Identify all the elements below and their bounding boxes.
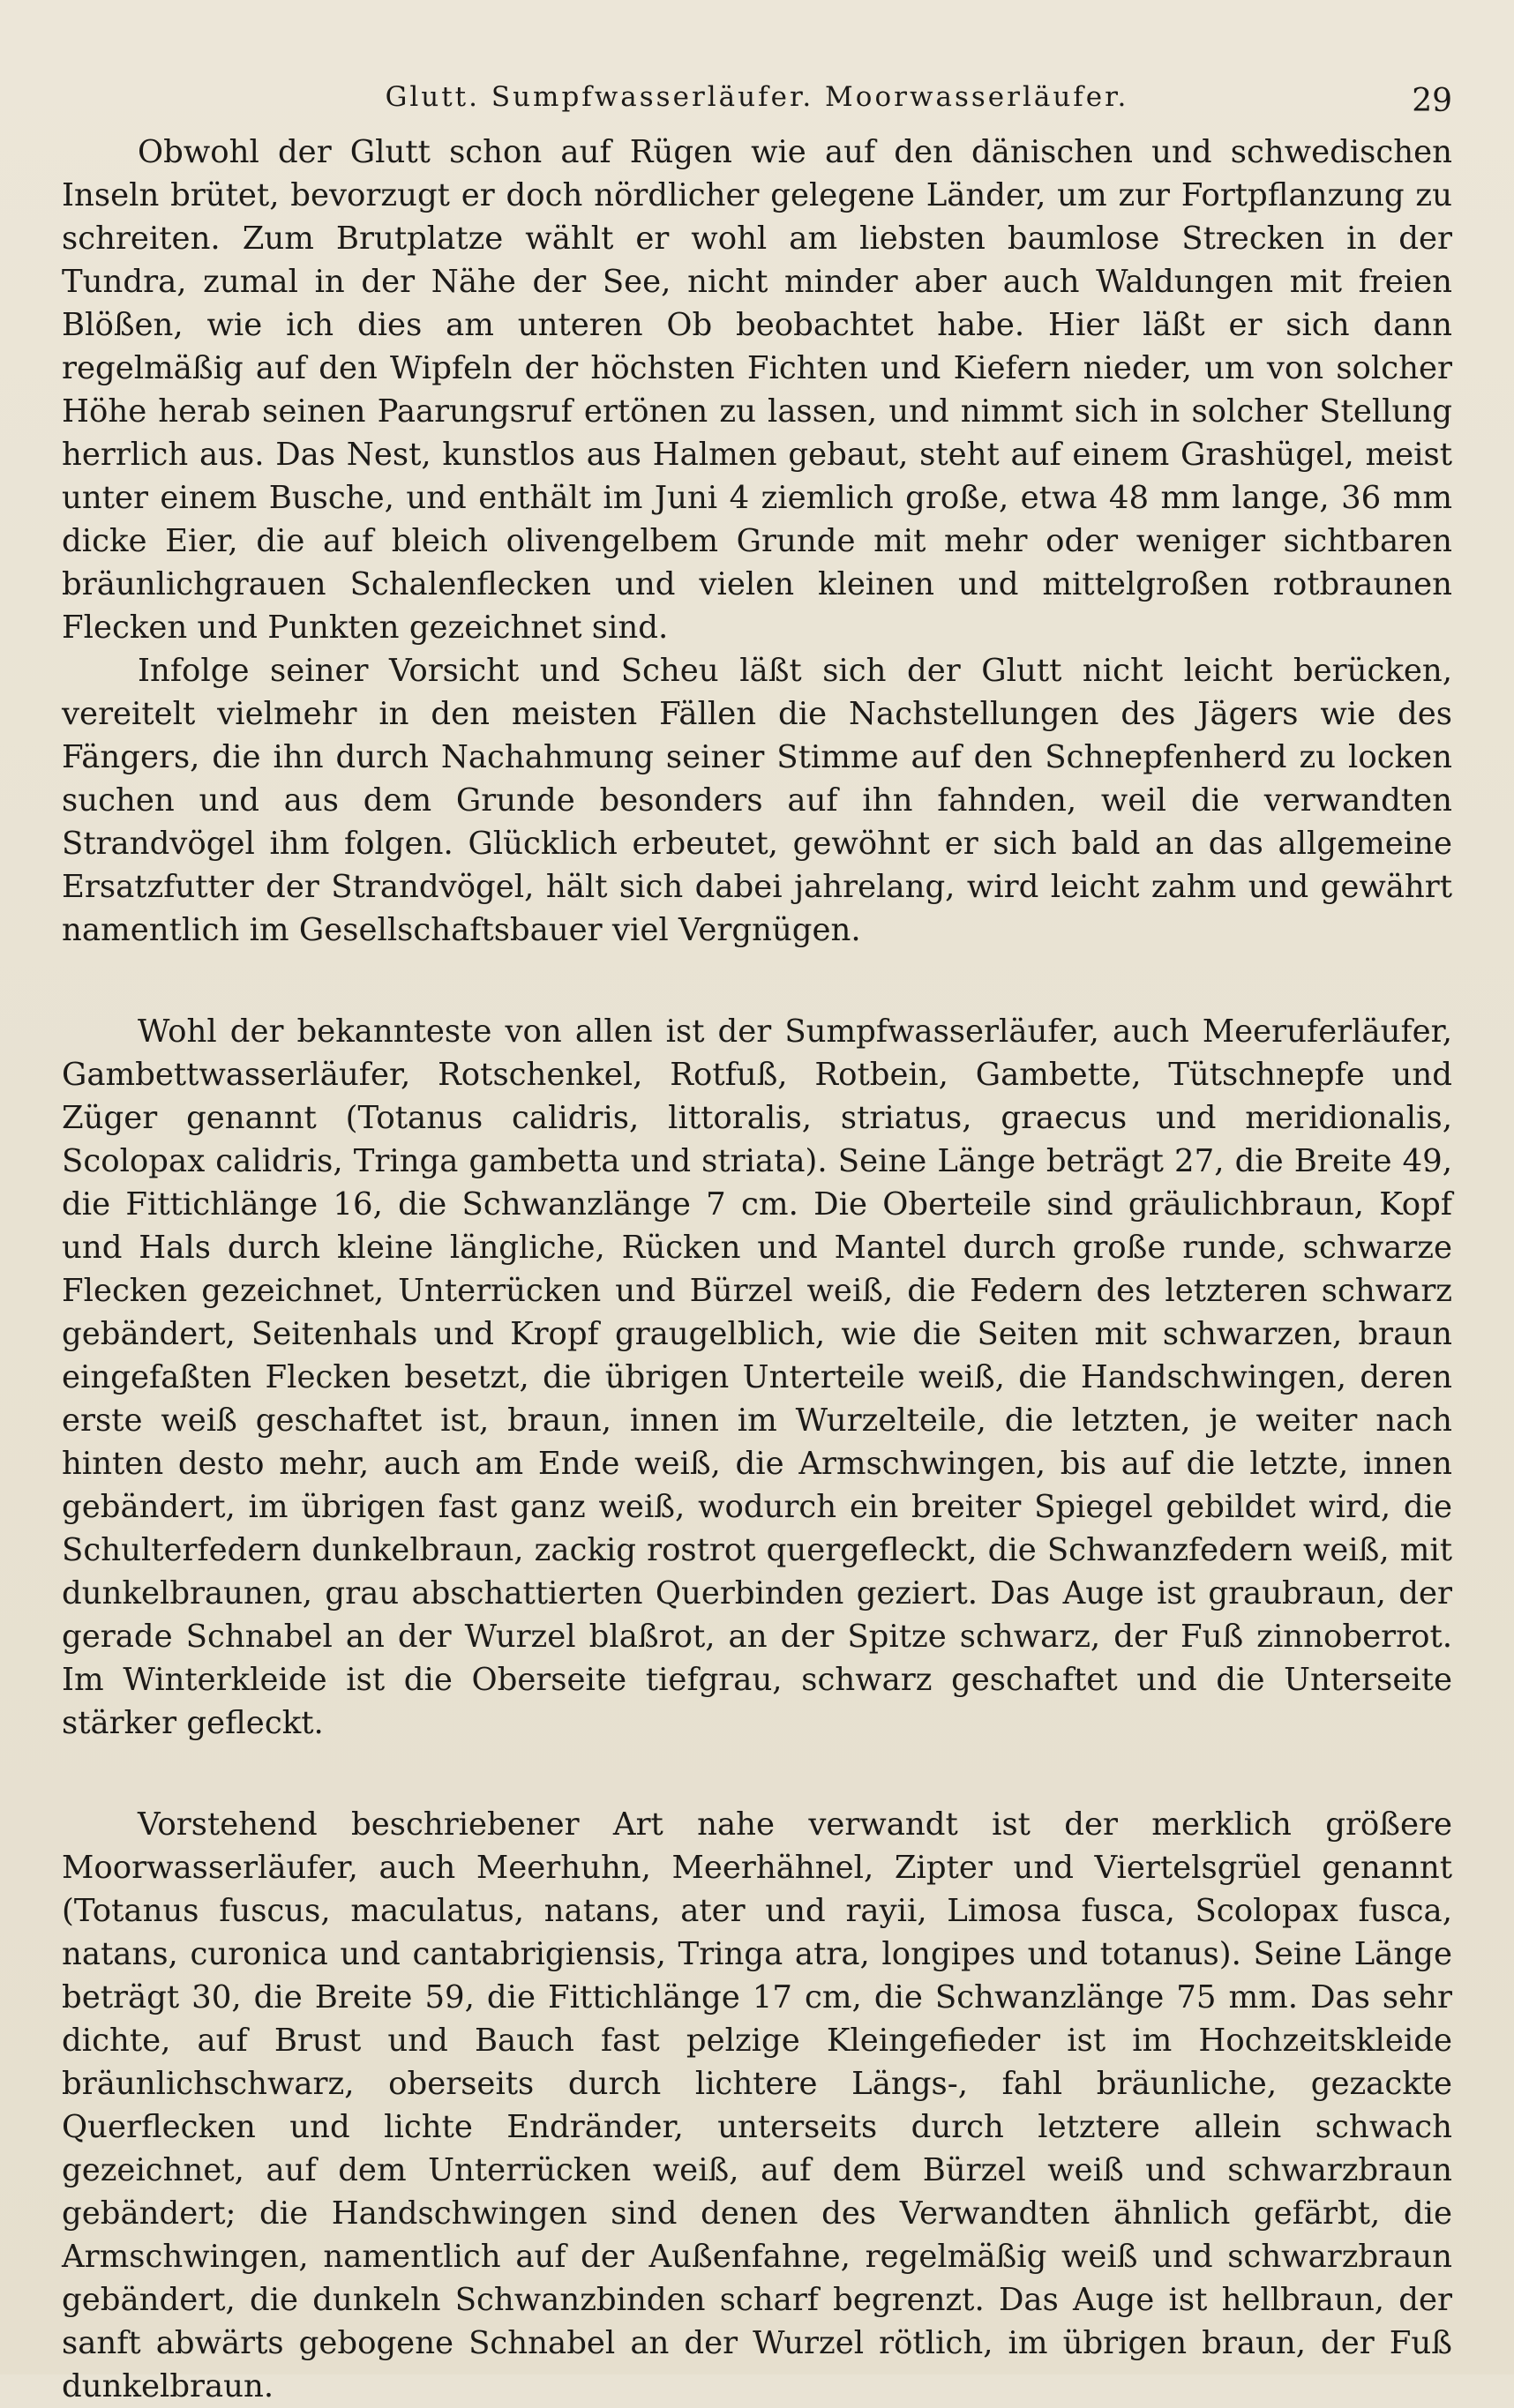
paragraph-moorwasserlaeufer: Vorstehend beschriebener Art nahe verwandt ist der merklich größere Moorwasserläufer, auch Meerhuhn, Meerhähnel, Zipter und Viertelsgrüel genannt (Totanus fuscus, maculatus, natans, ater und rayii, Limosa fusca, Scolopax fusca, natans, curonica und cantabrigiensis, Tringa atra, longipes und totanus). Seine Länge beträgt 30, die Breite 59, die Fittichlänge 17 cm, die Schwanzlänge 75 mm. Das sehr dichte, auf Brust und Bauch fast pelzige Kleingefieder ist im Hochzeitskleide bräunlichschwarz, oberseits durch lichtere Längs-, fahl bräunliche, gezackte Querflecken und lichte Endränder, unterseits durch letztere allein schwach gezeichnet, auf dem Unterrücken weiß, auf dem Bürzel weiß und schwarzbraun gebändert; die Handschwingen sind denen des Verwandten ähnlich gefärbt, die Armschwingen, namentlich auf der Außenfahne, regelmäßig weiß und schwarzbraun gebändert, die dunkeln Schwanzbinden scharf begrenzt. Das Auge ist hellbraun, der sanft abwärts gebogene Schnabel an der Wurzel rötlich, im übrigen braun, der Fuß dunkelbraun. <box>62 1806 1452 2404</box>
running-title: Glutt. Sumpfwasserläufer. Moorwasserläufer. <box>385 81 1129 113</box>
running-head <box>62 71 1452 123</box>
paragraph-sumpfwasserlaeufer: Wohl der bekannteste von allen ist der Sumpfwasserläufer, auch Meeruferläufer, Gambettwasserläufer, Rotschenkel, Rotfuß, Rotbein, Gambette, Tütschnepfe und Züger genannt (Totanus calidris, littoralis, striatus, graecus und meridionalis, Scolopax calidris, Tringa gambetta und striata). Seine Länge beträgt 27, die Breite 49, die Fittichlänge 16, die Schwanzlänge 7 cm. Die Oberteile sind gräulichbraun, Kopf und Hals durch kleine längliche, Rücken und Mantel durch große runde, schwarze Flecken gezeichnet, Unterrücken und Bürzel weiß, die Federn des letzteren schwarz gebändert, Seitenhals und Kropf graugelblich, wie die Seiten mit schwarzen, braun eingefaßten Flecken besetzt, die übrigen Unterteile weiß, die Handschwingen, deren erste weiß geschaftet ist, braun, innen im Wurzelteile, die letzten, je weiter nach hinten desto mehr, auch am Ende weiß, die Armschwingen, bis auf die letzte, innen gebändert, im übrigen fast ganz weiß, wodurch ein breiter Spiegel gebildet wird, die Schulterfedern dunkelbraun, zackig rostrot quergefleckt, die Schwanzfedern weiß, mit dunkelbraunen, grau abschattierten Querbinden geziert. Das Auge ist graubraun, der gerade Schnabel an der Wurzel blaßrot, an der Spitze schwarz, der Fuß zinnoberrot. Im Winterkleide ist die Oberseite tiefgrau, schwarz geschaftet und die Unterseite stärker gefleckt. <box>62 1013 1452 1741</box>
paragraph-glutt-breeding: Obwohl der Glutt schon auf Rügen wie auf den dänischen und schwedischen Inseln brütet, bevorzugt er doch nördlicher gelegene Länder, um zur Fortpflanzung zu schreiten. Zum Brutplatze wählt er wohl am liebsten baumlose Strecken in der Tundra, zumal in der Nähe der See, nicht minder aber auch Waldungen mit freien Blößen, wie ich dies am unteren Ob beobachtet habe. Hier läßt er sich dann regelmäßig auf den Wipfeln der höchsten Fichten und Kiefern nieder, um von solcher Höhe herab seinen Paarungsruf ertönen zu lassen, und nimmt sich in solcher Stellung herrlich aus. Das Nest, kunstlos aus Halmen gebaut, steht auf einem Grashügel, meist unter einem Busche, und enthält im Juni 4 ziemlich große, etwa 48 mm lange, 36 mm dicke Eier, die auf bleich olivengelbem Grunde mit mehr oder weniger sichtbaren bräunlichgrauen Schalenflecken und vielen kleinen und mittelgroßen rotbraunen Flecken und Punkten gezeichnet sind. <box>62 134 1452 646</box>
page-number: 29 <box>1412 83 1452 119</box>
body-text <box>62 131 1452 2408</box>
paragraph-glutt-captivity: Infolge seiner Vorsicht und Scheu läßt sich der Glutt nicht leicht berücken, vereitelt vielmehr in den meisten Fällen die Nachstellungen des Jägers wie des Fängers, die ihn durch Nachahmung seiner Stimme auf den Schnepfenherd zu locken suchen und aus dem Grunde besonders auf ihn fahnden, weil die verwandten Strandvögel ihm folgen. Glücklich erbeutet, gewöhnt er sich bald an das allgemeine Ersatzfutter der Strandvögel, hält sich dabei jahrelang, wird leicht zahm und gewährt namentlich im Gesellschaftsbauer viel Vergnügen. <box>62 653 1452 948</box>
